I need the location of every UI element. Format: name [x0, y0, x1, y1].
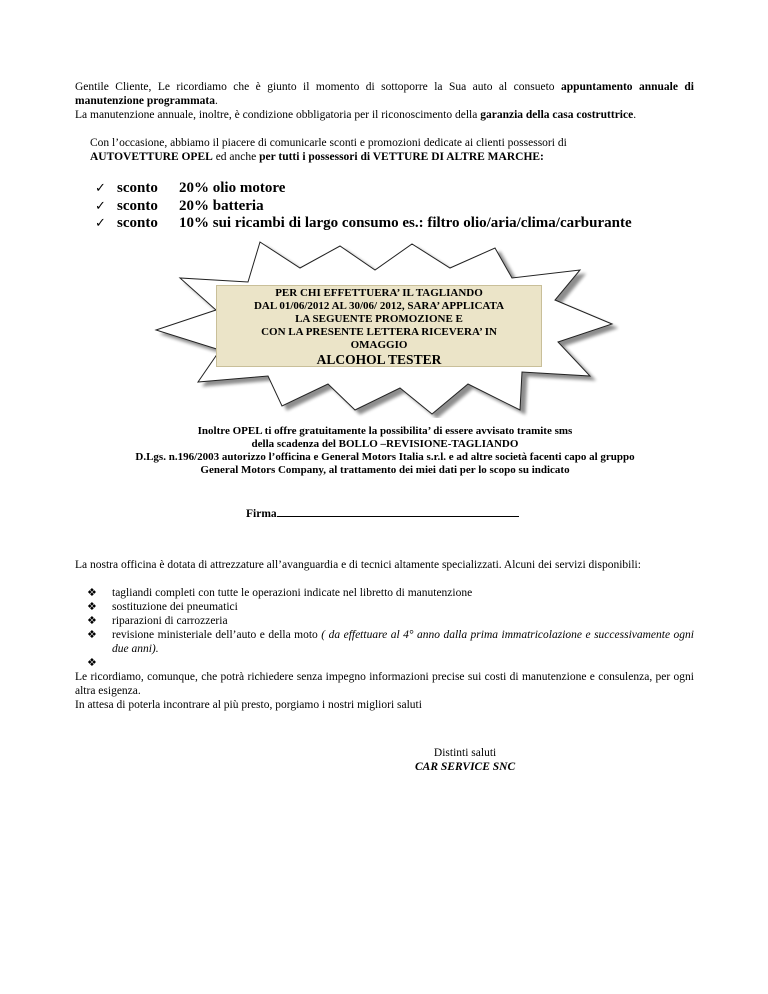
diamond-bullet-icon: ❖: [87, 600, 97, 613]
sms-line: D.Lgs. n.196/2003 autorizzo l’officina e General Motors Italia s.r.l. e ad altre società facenti capo al gruppo: [135, 451, 635, 463]
list-item: [75, 656, 694, 670]
signature-line[interactable]: [277, 504, 519, 517]
check-icon: ✓: [95, 181, 106, 196]
discount-item: [95, 215, 632, 233]
intro-paragraph-4: [90, 150, 700, 164]
services-intro: La nostra officina è dotata di attrezzature all’avanguardia e di tecnici altamente specializzati. Alcuni dei servizi disponibili:: [75, 559, 641, 571]
discount-value: 20% olio motore: [179, 180, 286, 196]
service-text-main: revisione ministeriale dell’auto e della moto: [112, 629, 322, 641]
diamond-bullet-icon: ❖: [87, 628, 97, 641]
intro-and: ed anche: [212, 151, 260, 163]
sms-line: della scadenza del BOLLO –REVISIONE-TAGLIANDO: [251, 438, 519, 450]
closing-greeting: Distinti saluti: [433, 747, 497, 759]
other-brands-label: per tutti i possessori di VETTURE DI ALTRE MARCHE:: [259, 151, 544, 163]
discount-item: [95, 180, 632, 198]
outro-paragraph-2: In attesa di poterla incontrare al più presto, porgiamo i nostri migliori saluti: [75, 699, 422, 711]
discount-label: sconto: [117, 197, 158, 214]
discount-list: [95, 180, 632, 233]
discount-label: sconto: [117, 180, 158, 196]
service-text: tagliandi completi con tutte le operazioni indicate nel libretto di manutenzione: [112, 587, 473, 599]
services-list: [75, 586, 694, 670]
service-text-empty: [112, 656, 694, 670]
promo-gift: ALCOHOL TESTER: [316, 352, 442, 367]
list-item: [75, 600, 694, 614]
discount-label: sconto: [117, 215, 158, 231]
intro-text-2: La manutenzione annuale, inoltre, è condizione obbligatoria per il riconoscimento della: [75, 109, 481, 121]
list-item: [75, 614, 694, 628]
discount-item: [95, 198, 632, 216]
discount-value: 20% batteria: [179, 197, 264, 214]
list-item: [75, 628, 694, 656]
promo-line: DAL 01/06/2012 AL 30/06/ 2012, SARA’ APPLICATA: [253, 300, 505, 312]
diamond-bullet-icon: ❖: [87, 586, 97, 599]
promo-line: CON LA PRESENTE LETTERA RICEVERA’ IN: [261, 326, 497, 338]
service-note: ( da effettuare al 4° anno dalla prima immatricolazione e successivamente ogni due anni).: [112, 629, 694, 655]
signature-label: Firma: [246, 508, 277, 520]
intro-highlight-appointment: appuntamento annuale di manutenzione programmata: [75, 81, 694, 107]
promo-line: OMAGGIO: [350, 339, 408, 351]
promo-box: [216, 285, 542, 367]
company-name: CAR SERVICE SNC: [415, 761, 516, 773]
promo-line: PER CHI EFFETTUERA’ IL TAGLIANDO: [275, 287, 483, 299]
service-text: riparazioni di carrozzeria: [112, 615, 228, 627]
intro-text: Gentile Cliente, Le ricordiamo che è giunto il momento di sottoporre la Sua auto al consueto: [75, 81, 561, 93]
intro-period-2: .: [633, 109, 637, 121]
check-icon: ✓: [95, 216, 106, 231]
outro-paragraph-1: Le ricordiamo, comunque, che potrà richiedere senza impegno informazioni precise sui costi di manutenzione e consulenza, per ogni altra esigenza.: [75, 671, 694, 697]
sms-line: General Motors Company, al trattamento dei miei dati per lo scopo su indicato: [200, 464, 570, 476]
service-text: sostituzione dei pneumatici: [112, 601, 238, 613]
intro-paragraph-2: [75, 108, 694, 122]
promo-line: LA SEGUENTE PROMOZIONE E: [295, 313, 463, 325]
discount-value: 10% sui ricambi di largo consumo es.: filtro olio/aria/clima/carburante: [179, 215, 632, 231]
closing: [415, 746, 515, 774]
service-text: [112, 628, 694, 656]
check-icon: ✓: [95, 198, 106, 214]
list-item: [75, 586, 694, 600]
signature-field[interactable]: [246, 504, 519, 521]
intro-period: .: [215, 95, 218, 107]
intro-paragraph-3: Con l’occasione, abbiamo il piacere di comunicarle sconti e promozioni dedicate ai clienti possessori di: [90, 137, 567, 149]
diamond-bullet-icon: ❖: [87, 614, 97, 627]
intro-paragraph-1: [75, 80, 694, 108]
sms-line: Inoltre OPEL ti offre gratuitamente la possibilita’ di essere avvisato tramite sms: [197, 425, 573, 437]
intro-highlight-warranty: garanzia della casa costruttrice: [480, 109, 634, 121]
opel-label: AUTOVETTURE OPEL: [90, 151, 213, 163]
diamond-bullet-icon: ❖: [87, 656, 97, 669]
sms-consent: [60, 425, 710, 477]
